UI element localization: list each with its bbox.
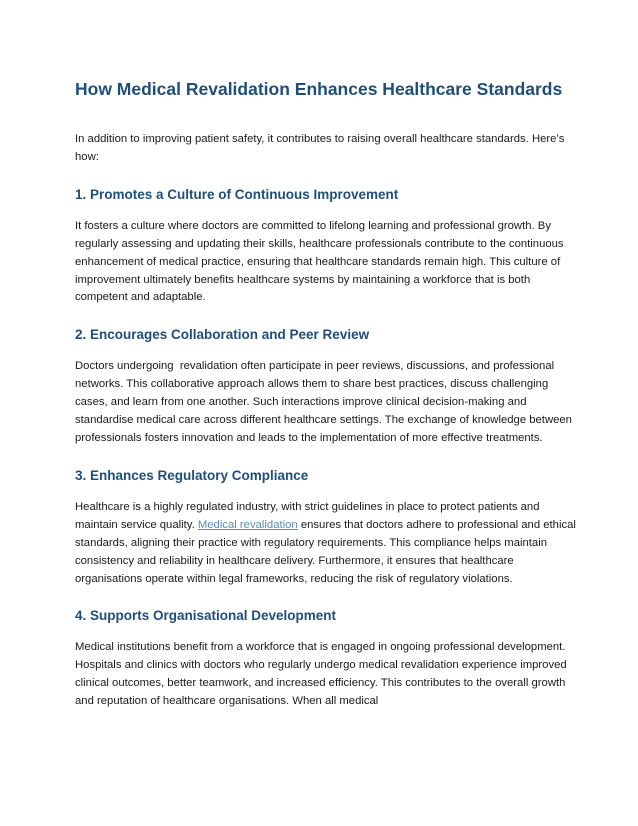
page-title: How Medical Revalidation Enhances Healthcare Standards (75, 79, 563, 99)
section-heading-regulatory-compliance: 3. Enhances Regulatory Compliance (75, 467, 309, 483)
section-heading-continuous-improvement: 1. Promotes a Culture of Continuous Improvement (75, 186, 399, 202)
section-body-continuous-improvement: It fosters a culture where doctors are committed to lifelong learning and professional growth. By regularly assessing and updating their skills, healthcare professionals contribute to the continuous enhancement of medical practice, ensuring that healthcare standards remain high. This culture of improvement ultimately benefits healthcare systems by maintaining a workforce that is both competent and adaptable. (75, 219, 564, 304)
medical-revalidation-link[interactable]: Medical revalidation (197, 518, 298, 531)
section-heading-organisational-development: 4. Supports Organisational Development (75, 608, 337, 624)
section-body-regulatory-compliance (75, 499, 578, 589)
body-text-after-link: ensures that doctors adhere to professional and ethical standards, aligning their practice with regulatory requirements. This compliance helps maintain consistency and reliability in healthcare delivery. Furthermore, it ensures that healthcare organisations operate within legal frameworks, reducing the risk of regulatory violations. (75, 518, 576, 585)
section-body-collaboration: Doctors undergoing revalidation often participate in peer reviews, discussions, and professional networks. This collaborative approach allows them to share best practices, discuss challenging cases, and learn from one another. Such interactions improve clinical decision-making and standardise medical care across different healthcare settings. The exchange of knowledge between professionals fosters innovation and leads to the implementation of more effective treatments. (75, 360, 576, 444)
intro-paragraph: In addition to improving patient safety, it contributes to raising overall healthcare standards. Here’s how: (75, 133, 565, 163)
section-heading-collaboration: 2. Encourages Collaboration and Peer Review (75, 327, 370, 343)
section-body-organisational-development: Medical institutions benefit from a workforce that is engaged in ongoing professional development. Hospitals and clinics with doctors who regularly undergo medical revalidation experience improved clinical outcomes, better teamwork, and increased efficiency. This contributes to the overall growth and reputation of healthcare organisations. When all medical (75, 641, 567, 708)
body-text-before-link: Healthcare is a highly regulated industry, with strict guidelines in place to protect patients and maintain service quality. (75, 500, 540, 531)
